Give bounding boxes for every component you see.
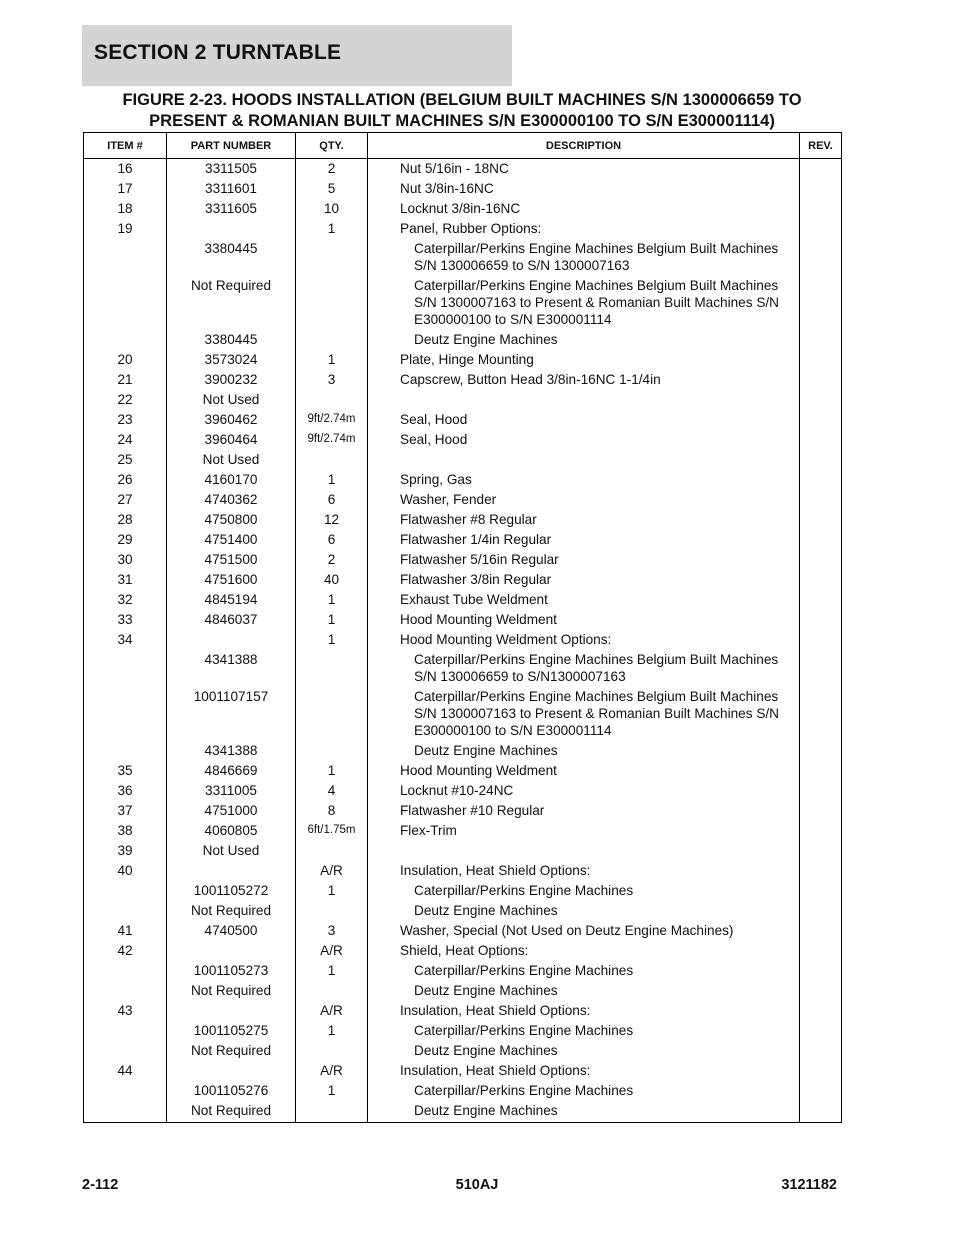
description-cell: Flatwasher 5/16in Regular (368, 548, 800, 568)
qty-cell: 9ft/2.74m (296, 428, 368, 448)
item-cell: 16 (84, 159, 167, 178)
rev-cell (800, 159, 842, 178)
rev-cell (800, 739, 842, 759)
rev-cell (800, 608, 842, 628)
part-number-cell: 4160170 (167, 468, 296, 488)
item-cell (84, 1039, 167, 1059)
rev-cell (800, 779, 842, 799)
description-cell: Capscrew, Button Head 3/8in-16NC 1-1/4in (368, 368, 800, 388)
item-cell (84, 739, 167, 759)
figure-title (84, 90, 840, 132)
table-row (84, 237, 842, 274)
item-cell (84, 1019, 167, 1039)
part-number-cell (167, 859, 296, 879)
part-number-cell: 3960462 (167, 408, 296, 428)
qty-cell: 1 (296, 959, 368, 979)
description-cell: Locknut #10-24NC (368, 779, 800, 799)
item-cell: 44 (84, 1059, 167, 1079)
footer-page-number: 2-112 (82, 1177, 119, 1193)
description-cell: Caterpillar/Perkins Engine Machines Belgium Built Machines S/N 130006659 to S/N 1300007163 (368, 237, 800, 274)
footer-doc-number: 3121182 (781, 1177, 837, 1193)
qty-cell: 12 (296, 508, 368, 528)
table-row (84, 388, 842, 408)
description-cell: Seal, Hood (368, 428, 800, 448)
item-cell (84, 979, 167, 999)
section-title: SECTION 2 TURNTABLE (94, 41, 342, 64)
description-cell: Hood Mounting Weldment (368, 759, 800, 779)
header-item: ITEM # (84, 133, 167, 159)
item-cell: 42 (84, 939, 167, 959)
item-cell: 33 (84, 608, 167, 628)
rev-cell (800, 899, 842, 919)
description-cell: Deutz Engine Machines (368, 1099, 800, 1123)
description-cell: Seal, Hood (368, 408, 800, 428)
table-row (84, 448, 842, 468)
description-cell: Flatwasher #10 Regular (368, 799, 800, 819)
qty-cell (296, 448, 368, 468)
table-row (84, 528, 842, 548)
item-cell: 27 (84, 488, 167, 508)
qty-cell: 1 (296, 628, 368, 648)
item-cell: 35 (84, 759, 167, 779)
item-cell (84, 685, 167, 739)
item-cell (84, 1099, 167, 1123)
part-number-cell (167, 628, 296, 648)
part-number-cell: 4751400 (167, 528, 296, 548)
table-row (84, 739, 842, 759)
qty-cell (296, 648, 368, 685)
part-number-cell: 4740500 (167, 919, 296, 939)
table-row (84, 628, 842, 648)
qty-cell (296, 685, 368, 739)
rev-cell (800, 177, 842, 197)
item-cell: 23 (84, 408, 167, 428)
item-cell: 30 (84, 548, 167, 568)
description-cell (368, 388, 800, 408)
table-row (84, 1099, 842, 1123)
qty-cell (296, 739, 368, 759)
item-cell (84, 648, 167, 685)
rev-cell (800, 428, 842, 448)
table-row (84, 488, 842, 508)
table-row (84, 648, 842, 685)
rev-cell (800, 959, 842, 979)
qty-cell: 6ft/1.75m (296, 819, 368, 839)
qty-cell (296, 274, 368, 328)
rev-cell (800, 879, 842, 899)
part-number-cell: 3573024 (167, 348, 296, 368)
table-row (84, 348, 842, 368)
qty-cell: 1 (296, 879, 368, 899)
qty-cell: 4 (296, 779, 368, 799)
part-number-cell: 4846669 (167, 759, 296, 779)
qty-cell: 5 (296, 177, 368, 197)
qty-cell: 1 (296, 608, 368, 628)
header-qty: QTY. (296, 133, 368, 159)
rev-cell (800, 368, 842, 388)
item-cell: 17 (84, 177, 167, 197)
part-number-cell: 1001105272 (167, 879, 296, 899)
qty-cell (296, 328, 368, 348)
rev-cell (800, 348, 842, 368)
part-number-cell: Not Required (167, 899, 296, 919)
item-cell: 29 (84, 528, 167, 548)
part-number-cell: 3311605 (167, 197, 296, 217)
item-cell: 40 (84, 859, 167, 879)
rev-cell (800, 939, 842, 959)
rev-cell (800, 528, 842, 548)
qty-cell: 40 (296, 568, 368, 588)
table-row (84, 177, 842, 197)
rev-cell (800, 588, 842, 608)
description-cell: Nut 5/16in - 18NC (368, 159, 800, 178)
footer-model: 510AJ (455, 1177, 499, 1193)
table-row (84, 685, 842, 739)
rev-cell (800, 685, 842, 739)
table-row (84, 899, 842, 919)
figure-title-line-1: FIGURE 2-23. HOODS INSTALLATION (BELGIUM BUILT MACHINES S/N 1300006659 TO (122, 91, 802, 109)
qty-cell: 10 (296, 197, 368, 217)
rev-cell (800, 839, 842, 859)
qty-cell: 6 (296, 528, 368, 548)
table-row (84, 217, 842, 237)
item-cell (84, 879, 167, 899)
rev-cell (800, 979, 842, 999)
description-cell: Washer, Fender (368, 488, 800, 508)
parts-table-body (84, 159, 842, 1123)
header-description: DESCRIPTION (368, 133, 800, 159)
description-cell (368, 448, 800, 468)
qty-cell: 6 (296, 488, 368, 508)
part-number-cell: 3960464 (167, 428, 296, 448)
rev-cell (800, 468, 842, 488)
item-cell: 18 (84, 197, 167, 217)
qty-cell: 9ft/2.74m (296, 408, 368, 428)
rev-cell (800, 919, 842, 939)
description-cell: Deutz Engine Machines (368, 739, 800, 759)
description-cell: Shield, Heat Options: (368, 939, 800, 959)
part-number-cell: Not Required (167, 1039, 296, 1059)
rev-cell (800, 819, 842, 839)
qty-cell: 1 (296, 348, 368, 368)
item-cell: 31 (84, 568, 167, 588)
rev-cell (800, 448, 842, 468)
rev-cell (800, 217, 842, 237)
item-cell: 20 (84, 348, 167, 368)
description-cell: Flex-Trim (368, 819, 800, 839)
part-number-cell: 1001105273 (167, 959, 296, 979)
item-cell: 43 (84, 999, 167, 1019)
table-row (84, 468, 842, 488)
description-cell: Caterpillar/Perkins Engine Machines (368, 879, 800, 899)
part-number-cell: 4751600 (167, 568, 296, 588)
part-number-cell: Not Required (167, 979, 296, 999)
rev-cell (800, 1099, 842, 1123)
item-cell (84, 274, 167, 328)
item-cell (84, 1079, 167, 1099)
qty-cell: 1 (296, 759, 368, 779)
rev-cell (800, 568, 842, 588)
rev-cell (800, 1079, 842, 1099)
item-cell: 22 (84, 388, 167, 408)
description-cell: Insulation, Heat Shield Options: (368, 859, 800, 879)
description-cell: Caterpillar/Perkins Engine Machines (368, 1079, 800, 1099)
part-number-cell: 4060805 (167, 819, 296, 839)
description-cell: Insulation, Heat Shield Options: (368, 999, 800, 1019)
table-row (84, 839, 842, 859)
description-cell: Flatwasher 3/8in Regular (368, 568, 800, 588)
part-number-cell: 4740362 (167, 488, 296, 508)
part-number-cell: Not Required (167, 1099, 296, 1123)
table-row (84, 879, 842, 899)
header-part-number: PART NUMBER (167, 133, 296, 159)
part-number-cell (167, 217, 296, 237)
description-cell: Caterpillar/Perkins Engine Machines Belgium Built Machines S/N 1300007163 to Present & Romanian Built Machines S/N E300000100 to S/N E300001114 (368, 685, 800, 739)
rev-cell (800, 628, 842, 648)
item-cell: 41 (84, 919, 167, 939)
description-cell: Deutz Engine Machines (368, 1039, 800, 1059)
qty-cell: 2 (296, 548, 368, 568)
rev-cell (800, 859, 842, 879)
item-cell (84, 899, 167, 919)
part-number-cell: Not Used (167, 839, 296, 859)
qty-cell: 1 (296, 217, 368, 237)
item-cell: 19 (84, 217, 167, 237)
table-row (84, 274, 842, 328)
item-cell: 32 (84, 588, 167, 608)
rev-cell (800, 548, 842, 568)
rev-cell (800, 508, 842, 528)
table-row (84, 328, 842, 348)
description-cell: Hood Mounting Weldment (368, 608, 800, 628)
description-cell: Deutz Engine Machines (368, 899, 800, 919)
table-row (84, 799, 842, 819)
table-row (84, 197, 842, 217)
qty-cell (296, 979, 368, 999)
parts-table-header (84, 133, 842, 159)
table-row (84, 548, 842, 568)
item-cell: 21 (84, 368, 167, 388)
item-cell: 25 (84, 448, 167, 468)
qty-cell (296, 1039, 368, 1059)
part-number-cell: 3380445 (167, 328, 296, 348)
table-row (84, 1079, 842, 1099)
rev-cell (800, 388, 842, 408)
rev-cell (800, 1059, 842, 1079)
description-cell: Caterpillar/Perkins Engine Machines Belgium Built Machines S/N 130006659 to S/N1300007163 (368, 648, 800, 685)
item-cell: 37 (84, 799, 167, 819)
part-number-cell: 4751500 (167, 548, 296, 568)
section-header-band (82, 25, 512, 86)
part-number-cell (167, 999, 296, 1019)
qty-cell: 8 (296, 799, 368, 819)
table-row (84, 1039, 842, 1059)
qty-cell: 3 (296, 919, 368, 939)
qty-cell: 1 (296, 1019, 368, 1039)
table-row (84, 919, 842, 939)
table-row (84, 428, 842, 448)
description-cell: Washer, Special (Not Used on Deutz Engine Machines) (368, 919, 800, 939)
part-number-cell: 4845194 (167, 588, 296, 608)
description-cell: Caterpillar/Perkins Engine Machines (368, 1019, 800, 1039)
table-row (84, 159, 842, 178)
part-number-cell: 3900232 (167, 368, 296, 388)
table-row (84, 959, 842, 979)
part-number-cell: 1001105276 (167, 1079, 296, 1099)
qty-cell: 2 (296, 159, 368, 178)
table-row (84, 408, 842, 428)
rev-cell (800, 1039, 842, 1059)
item-cell (84, 328, 167, 348)
header-rev: REV. (800, 133, 842, 159)
description-cell: Panel, Rubber Options: (368, 217, 800, 237)
item-cell: 39 (84, 839, 167, 859)
part-number-cell: 4751000 (167, 799, 296, 819)
rev-cell (800, 999, 842, 1019)
part-number-cell: 1001105275 (167, 1019, 296, 1039)
part-number-cell: 3380445 (167, 237, 296, 274)
table-row (84, 568, 842, 588)
parts-table (83, 132, 842, 1123)
table-row (84, 608, 842, 628)
qty-cell (296, 388, 368, 408)
item-cell (84, 237, 167, 274)
rev-cell (800, 759, 842, 779)
rev-cell (800, 1019, 842, 1039)
qty-cell: A/R (296, 939, 368, 959)
qty-cell: 3 (296, 368, 368, 388)
table-row (84, 999, 842, 1019)
part-number-cell: 4341388 (167, 739, 296, 759)
qty-cell (296, 899, 368, 919)
item-cell: 34 (84, 628, 167, 648)
qty-cell: A/R (296, 1059, 368, 1079)
rev-cell (800, 274, 842, 328)
part-number-cell (167, 1059, 296, 1079)
item-cell: 26 (84, 468, 167, 488)
item-cell: 24 (84, 428, 167, 448)
table-row (84, 759, 842, 779)
description-cell: Insulation, Heat Shield Options: (368, 1059, 800, 1079)
part-number-cell: 1001107157 (167, 685, 296, 739)
table-row (84, 1019, 842, 1039)
description-cell: Deutz Engine Machines (368, 979, 800, 999)
table-row (84, 588, 842, 608)
description-cell: Spring, Gas (368, 468, 800, 488)
table-row (84, 819, 842, 839)
part-number-cell: 4846037 (167, 608, 296, 628)
table-row (84, 979, 842, 999)
table-row (84, 859, 842, 879)
qty-cell (296, 237, 368, 274)
description-cell (368, 839, 800, 859)
description-cell: Plate, Hinge Mounting (368, 348, 800, 368)
qty-cell: 1 (296, 1079, 368, 1099)
description-cell: Hood Mounting Weldment Options: (368, 628, 800, 648)
description-cell: Exhaust Tube Weldment (368, 588, 800, 608)
description-cell: Nut 3/8in-16NC (368, 177, 800, 197)
qty-cell (296, 839, 368, 859)
description-cell: Caterpillar/Perkins Engine Machines (368, 959, 800, 979)
item-cell: 38 (84, 819, 167, 839)
part-number-cell: 3311005 (167, 779, 296, 799)
part-number-cell: 3311601 (167, 177, 296, 197)
item-cell: 36 (84, 779, 167, 799)
table-row (84, 779, 842, 799)
table-row (84, 508, 842, 528)
rev-cell (800, 488, 842, 508)
rev-cell (800, 237, 842, 274)
description-cell: Flatwasher 1/4in Regular (368, 528, 800, 548)
rev-cell (800, 328, 842, 348)
qty-cell: A/R (296, 999, 368, 1019)
description-cell: Flatwasher #8 Regular (368, 508, 800, 528)
qty-cell: 1 (296, 588, 368, 608)
qty-cell (296, 1099, 368, 1123)
qty-cell: 1 (296, 468, 368, 488)
table-row (84, 1059, 842, 1079)
rev-cell (800, 648, 842, 685)
description-cell: Caterpillar/Perkins Engine Machines Belgium Built Machines S/N 1300007163 to Present & Romanian Built Machines S/N E300000100 to S/N E300001114 (368, 274, 800, 328)
part-number-cell: Not Used (167, 448, 296, 468)
part-number-cell: Not Used (167, 388, 296, 408)
figure-title-line-2: PRESENT & ROMANIAN BUILT MACHINES S/N E300000100 TO S/N E300001114) (149, 112, 775, 130)
rev-cell (800, 197, 842, 217)
part-number-cell: 4750800 (167, 508, 296, 528)
rev-cell (800, 408, 842, 428)
part-number-cell: 3311505 (167, 159, 296, 178)
item-cell (84, 959, 167, 979)
part-number-cell (167, 939, 296, 959)
rev-cell (800, 799, 842, 819)
table-row (84, 939, 842, 959)
part-number-cell: 4341388 (167, 648, 296, 685)
item-cell: 28 (84, 508, 167, 528)
description-cell: Locknut 3/8in-16NC (368, 197, 800, 217)
part-number-cell: Not Required (167, 274, 296, 328)
description-cell: Deutz Engine Machines (368, 328, 800, 348)
table-row (84, 368, 842, 388)
qty-cell: A/R (296, 859, 368, 879)
